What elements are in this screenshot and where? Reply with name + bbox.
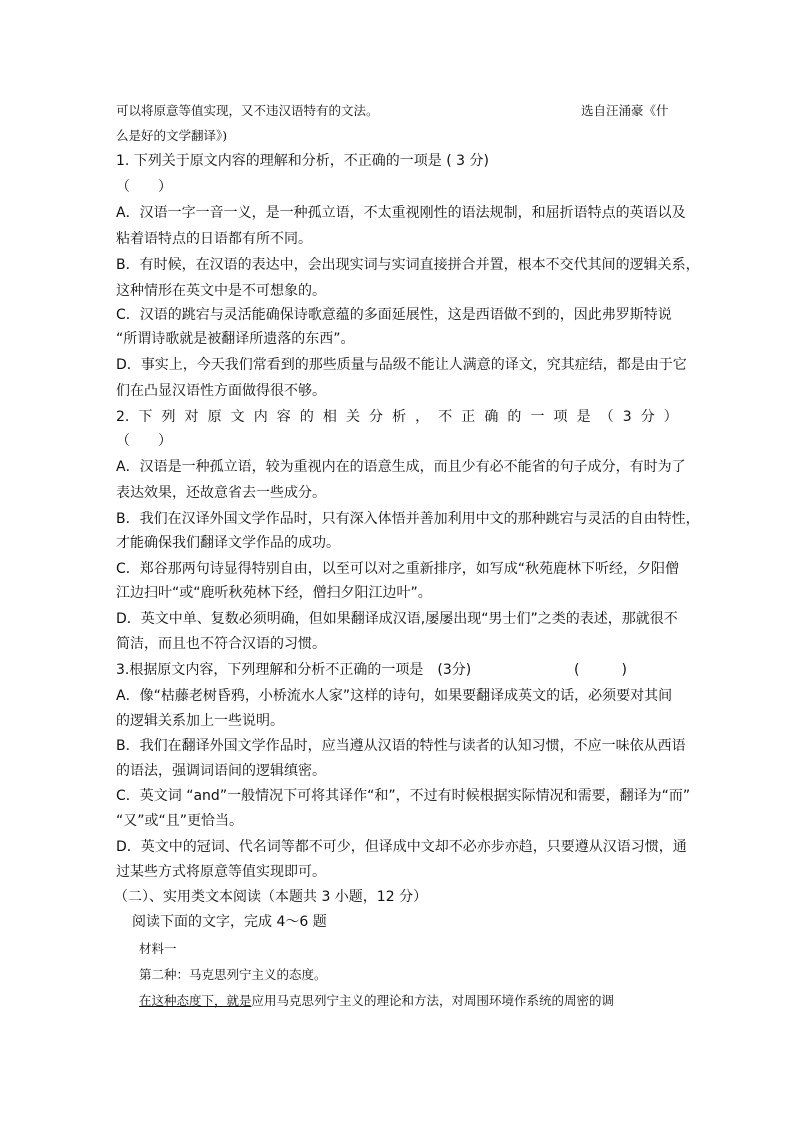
q3-option-d-cont: 过某些方式将原意等值实现即可。 <box>116 864 326 880</box>
q1-option-c-cont: “所谓诗歌就是被翻译所遗落的东西”。 <box>116 331 355 347</box>
q3-option-b-cont: 的语法，强调词语间的逻辑缜密。 <box>116 763 326 779</box>
source-attribution-cont: 么是好的文学翻译》) <box>116 128 228 143</box>
source-attribution: 选自汪涌豪《什 <box>581 103 669 118</box>
q3-option-d: D．英文中的冠词、代名词等都不可少，但译成中文却不必亦步亦趋，只要遵从汉语习惯，通 <box>116 839 687 855</box>
q3-stem: 3.根据原文内容，下列理解和分析不正确的一项是 (3分) <box>116 662 472 678</box>
q3-option-a: A．像“枯藤老树昏鸦，小桥流水人家”这样的诗句，如果要翻译成英文的话，必须要对其间 <box>116 688 673 704</box>
q2-option-d: D．英文中单、复数必须明确，但如果翻译成汉语,屡屡出现“男士们”之类的表述，那就很不 <box>116 611 678 627</box>
q1-option-a: A．汉语一字一音一义，是一种孤立语，不太重视刚性的语法规制，和屈折语特点的英语以及 <box>116 205 686 221</box>
q1-option-a-cont: 粘着语特点的日语都有所不同。 <box>116 231 312 247</box>
material-line-rest: 应用马克思列宁主义的理论和方法，对周围环境作系统的周密的调 <box>251 993 615 1008</box>
q1-stem: 1. 下列关于原文内容的理解和分析，不正确的一项是 ( 3 分) <box>116 153 489 169</box>
q3-option-c: C．英文词 “and”一般情况下可将其译作“和”，不过有时候根据实际情况和需要，翻译为“而” <box>116 788 691 804</box>
q1-answer-paren: （ ） <box>116 179 172 195</box>
q3-option-b: B．我们在翻译外国文学作品时，应当遵从汉语的特性与读者的认知习惯，不应一味依从西语 <box>116 738 686 754</box>
q3-option-c-cont: “又”或“且”更恰当。 <box>116 813 244 829</box>
q1-option-b: B．有时候，在汉语的表达中，会出现实词与实词直接拼合并置，根本不交代其间的逻辑关系， <box>116 257 700 273</box>
q2-stem: 2. 下 列 对 原 文 内 容 的 相 关 分 析 ， 不 正 确 的 一 项 是 （ 3 分 ） <box>116 409 678 425</box>
q2-answer-paren: （ ） <box>116 433 172 449</box>
material-label: 材料一 <box>139 941 177 956</box>
material-line <box>139 992 614 1010</box>
q3-answer-paren: ( ) <box>574 662 627 678</box>
q2-option-a-cont: 表达效果，还故意省去一些成分。 <box>116 485 326 501</box>
q2-option-b-cont: 才能确保我们翻译文学作品的成功。 <box>116 535 340 551</box>
q1-option-d: D．事实上，今天我们常看到的那些质量与品级不能让人满意的译文，究其症结，都是由于它 <box>116 357 687 373</box>
continued-passage-line: 可以将原意等值实现，又不违汉语特有的文法。 <box>116 103 379 118</box>
q1-option-c: C．汉语的跳宕与灵活能确保诗歌意蕴的多面延展性，这是西语做不到的，因此弗罗斯特说 <box>116 307 672 323</box>
q2-option-c-cont: 江边扫叶“或“鹿听秋苑林下经，僧扫夕阳江边叶”。 <box>116 585 432 601</box>
q1-option-d-cont: 们在凸显汉语性方面做得很不够。 <box>116 383 326 399</box>
q2-option-c: C．郑谷那两句诗显得特别自由，以至可以对之重新排序，如写成“秋苑鹿林下听经，夕阳僧 <box>116 561 680 577</box>
section-heading: （二）、实用类文本阅读（本题共 3 小题，12 分） <box>114 889 428 905</box>
material-line: 第二种：马克思列宁主义的态度。 <box>139 967 327 982</box>
q3-option-a-cont: 的逻辑关系加上一些说明。 <box>116 713 284 729</box>
q1-option-b-cont: 这种情形在英文中是不可想象的。 <box>116 283 326 299</box>
reading-instruction: 阅读下面的文字，完成 4～6 题 <box>132 914 327 930</box>
q2-option-d-cont: 简洁，而且也不符合汉语的习惯。 <box>116 636 326 652</box>
q2-option-a: A．汉语是一种孤立语，较为重视内在的语意生成，而且少有必不能省的句子成分，有时为了 <box>116 459 686 475</box>
q2-option-b: B．我们在汉译外国文学作品时，只有深入体悟并善加利用中文的那种跳宕与灵活的自由特性， <box>116 511 700 527</box>
underlined-phrase: 在这种态度下，就是 <box>139 993 252 1008</box>
